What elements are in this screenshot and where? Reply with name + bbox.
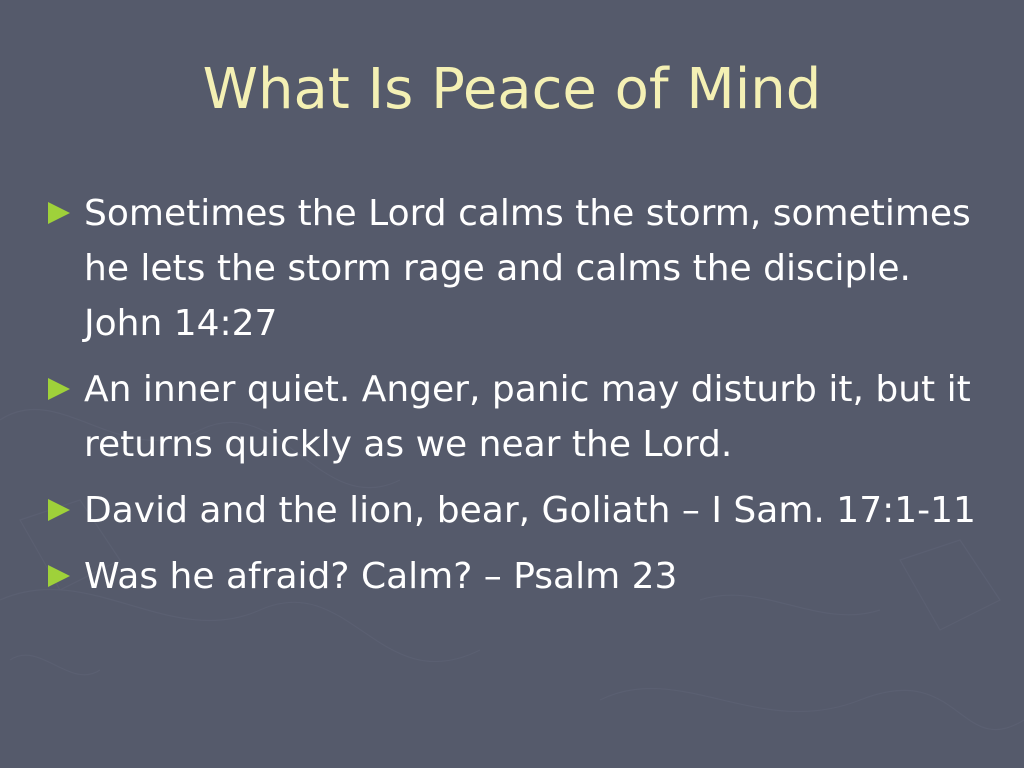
triangle-bullet-icon bbox=[48, 499, 70, 521]
triangle-bullet-icon bbox=[48, 202, 70, 224]
bullet-text: Sometimes the Lord calms the storm, sometimes he lets the storm rage and calms the disciple. John 14:27 bbox=[84, 193, 971, 344]
bullet-list bbox=[44, 186, 994, 615]
bullet-item bbox=[44, 549, 994, 604]
bullet-text: An inner quiet. Anger, panic may disturb it, but it returns quickly as we near the Lord. bbox=[84, 369, 971, 465]
bullet-item bbox=[44, 186, 994, 351]
slide-title: What Is Peace of Mind bbox=[202, 57, 822, 122]
bullet-text: David and the lion, bear, Goliath – I Sam. 17:1-11 bbox=[84, 490, 976, 531]
bullet-item bbox=[44, 483, 994, 538]
triangle-bullet-icon bbox=[48, 378, 70, 400]
bullet-item bbox=[44, 362, 994, 472]
bullet-text: Was he afraid? Calm? – Psalm 23 bbox=[84, 556, 678, 597]
triangle-bullet-icon bbox=[48, 565, 70, 587]
